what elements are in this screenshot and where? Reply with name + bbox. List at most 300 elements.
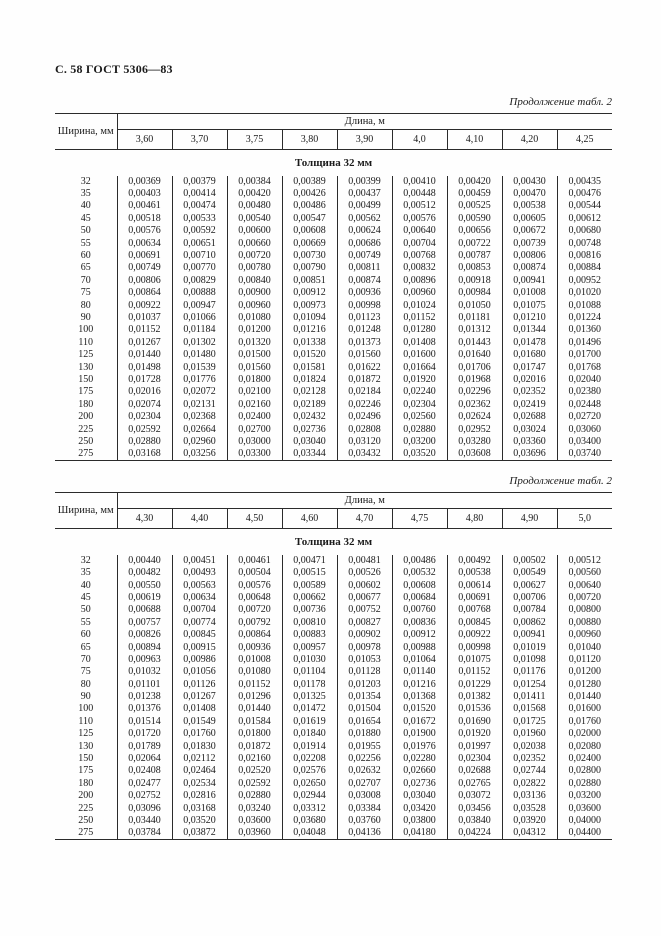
volume-value: 0,01088 bbox=[557, 299, 612, 311]
length-value-header: 4,25 bbox=[557, 130, 612, 150]
width-value: 250 bbox=[78, 435, 94, 447]
volume-value: 0,00461 bbox=[117, 200, 172, 212]
volume-value: 0,03696 bbox=[502, 448, 557, 461]
volume-value: 0,00988 bbox=[392, 641, 447, 653]
table-continuation-label-2: Продолжение табл. 2 bbox=[509, 475, 612, 488]
width-value: 130 bbox=[78, 361, 94, 373]
volume-value: 0,00576 bbox=[117, 225, 172, 237]
volume-value: 0,01408 bbox=[172, 703, 227, 715]
volume-value: 0,00640 bbox=[392, 225, 447, 237]
table-row bbox=[55, 592, 612, 604]
volume-value: 0,01968 bbox=[447, 374, 502, 386]
volume-value: 0,02128 bbox=[282, 386, 337, 398]
volume-value: 0,00984 bbox=[447, 287, 502, 299]
volume-value: 0,02304 bbox=[447, 753, 502, 765]
table-row bbox=[55, 250, 612, 262]
volume-value: 0,02688 bbox=[502, 411, 557, 423]
volume-value: 0,01152 bbox=[447, 666, 502, 678]
volume-value: 0,00590 bbox=[447, 213, 502, 225]
width-value: 35 bbox=[80, 188, 91, 200]
volume-table-2 bbox=[55, 492, 612, 840]
volume-value: 0,03400 bbox=[557, 436, 612, 448]
volume-value: 0,02808 bbox=[337, 423, 392, 435]
section-title-row bbox=[55, 529, 612, 555]
volume-value: 0,00836 bbox=[392, 617, 447, 629]
volume-value: 0,01032 bbox=[117, 666, 172, 678]
volume-value: 0,02160 bbox=[227, 399, 282, 411]
volume-value: 0,00518 bbox=[117, 213, 172, 225]
volume-value: 0,02576 bbox=[282, 765, 337, 777]
volume-value: 0,00440 bbox=[117, 555, 172, 567]
volume-value: 0,01302 bbox=[172, 337, 227, 349]
volume-value: 0,01200 bbox=[227, 324, 282, 336]
table-row bbox=[55, 740, 612, 752]
volume-value: 0,03000 bbox=[227, 436, 282, 448]
volume-value: 0,00840 bbox=[227, 275, 282, 287]
volume-value: 0,00486 bbox=[392, 555, 447, 567]
volume-value: 0,02624 bbox=[447, 411, 502, 423]
volume-value: 0,01690 bbox=[447, 716, 502, 728]
volume-value: 0,00492 bbox=[447, 555, 502, 567]
volume-value: 0,03600 bbox=[557, 802, 612, 814]
table-row bbox=[55, 299, 612, 311]
width-value: 150 bbox=[78, 373, 94, 385]
volume-value: 0,01210 bbox=[502, 312, 557, 324]
section-title: Толщина 32 мм bbox=[294, 535, 373, 548]
length-value-header: 4,70 bbox=[337, 509, 392, 529]
volume-value: 0,00608 bbox=[282, 225, 337, 237]
volume-value: 0,02688 bbox=[447, 765, 502, 777]
table-row bbox=[55, 361, 612, 373]
volume-value: 0,01411 bbox=[502, 691, 557, 703]
volume-value: 0,01229 bbox=[447, 679, 502, 691]
volume-value: 0,01280 bbox=[392, 324, 447, 336]
volume-value: 0,03168 bbox=[172, 802, 227, 814]
volume-value: 0,02477 bbox=[117, 778, 172, 790]
volume-value: 0,01030 bbox=[282, 654, 337, 666]
volume-value: 0,01075 bbox=[447, 654, 502, 666]
volume-value: 0,00810 bbox=[282, 617, 337, 629]
volume-value: 0,02880 bbox=[557, 778, 612, 790]
volume-value: 0,01581 bbox=[282, 361, 337, 373]
volume-value: 0,00998 bbox=[447, 641, 502, 653]
volume-value: 0,03960 bbox=[227, 827, 282, 840]
table-row bbox=[55, 225, 612, 237]
volume-value: 0,02752 bbox=[117, 790, 172, 802]
volume-value: 0,02040 bbox=[557, 374, 612, 386]
table-row bbox=[55, 691, 612, 703]
volume-value: 0,03344 bbox=[282, 448, 337, 461]
width-value: 150 bbox=[78, 753, 94, 765]
table-row bbox=[55, 790, 612, 802]
width-value: 200 bbox=[78, 411, 94, 423]
width-value: 35 bbox=[80, 567, 91, 579]
volume-value: 0,00550 bbox=[117, 579, 172, 591]
volume-value: 0,01354 bbox=[337, 691, 392, 703]
volume-value: 0,03520 bbox=[392, 448, 447, 461]
width-value: 90 bbox=[80, 311, 91, 323]
volume-value: 0,01498 bbox=[117, 361, 172, 373]
volume-value: 0,01248 bbox=[337, 324, 392, 336]
volume-value: 0,00525 bbox=[447, 200, 502, 212]
volume-value: 0,00978 bbox=[337, 641, 392, 653]
length-value-header: 5,0 bbox=[557, 509, 612, 529]
volume-value: 0,01768 bbox=[557, 361, 612, 373]
width-value: 180 bbox=[78, 398, 94, 410]
volume-value: 0,00602 bbox=[337, 579, 392, 591]
volume-value: 0,02592 bbox=[117, 423, 172, 435]
volume-value: 0,01368 bbox=[392, 691, 447, 703]
volume-value: 0,01008 bbox=[227, 654, 282, 666]
volume-value: 0,02352 bbox=[502, 386, 557, 398]
width-value: 100 bbox=[78, 703, 94, 715]
volume-value: 0,01120 bbox=[557, 654, 612, 666]
volume-value: 0,01064 bbox=[392, 654, 447, 666]
volume-value: 0,00410 bbox=[392, 176, 447, 188]
volume-value: 0,00883 bbox=[282, 629, 337, 641]
volume-value: 0,01020 bbox=[557, 287, 612, 299]
volume-value: 0,00605 bbox=[502, 213, 557, 225]
volume-value: 0,01880 bbox=[337, 728, 392, 740]
volume-value: 0,02112 bbox=[172, 753, 227, 765]
volume-value: 0,00512 bbox=[392, 200, 447, 212]
volume-value: 0,02246 bbox=[337, 399, 392, 411]
volume-value: 0,00651 bbox=[172, 237, 227, 249]
table-body-1 bbox=[55, 150, 612, 461]
header-row-top bbox=[55, 493, 612, 509]
volume-value: 0,02400 bbox=[227, 411, 282, 423]
volume-value: 0,00614 bbox=[447, 579, 502, 591]
volume-value: 0,02432 bbox=[282, 411, 337, 423]
volume-value: 0,02816 bbox=[172, 790, 227, 802]
volume-value: 0,01747 bbox=[502, 361, 557, 373]
volume-value: 0,01037 bbox=[117, 312, 172, 324]
volume-value: 0,01325 bbox=[282, 691, 337, 703]
width-column-header: Ширина, мм bbox=[55, 493, 117, 529]
length-value-header: 4,80 bbox=[447, 509, 502, 529]
table-row bbox=[55, 436, 612, 448]
volume-value: 0,00845 bbox=[172, 629, 227, 641]
volume-value: 0,03680 bbox=[282, 815, 337, 827]
volume-value: 0,02016 bbox=[502, 374, 557, 386]
volume-value: 0,04136 bbox=[337, 827, 392, 840]
volume-value: 0,00851 bbox=[282, 275, 337, 287]
volume-value: 0,04000 bbox=[557, 815, 612, 827]
volume-value: 0,00627 bbox=[502, 579, 557, 591]
volume-value: 0,00922 bbox=[117, 299, 172, 311]
table-row bbox=[55, 237, 612, 249]
volume-value: 0,00448 bbox=[392, 188, 447, 200]
volume-value: 0,00563 bbox=[172, 579, 227, 591]
volume-value: 0,03008 bbox=[337, 790, 392, 802]
volume-value: 0,00941 bbox=[502, 275, 557, 287]
volume-value: 0,02131 bbox=[172, 399, 227, 411]
volume-value: 0,01152 bbox=[117, 324, 172, 336]
volume-value: 0,02632 bbox=[337, 765, 392, 777]
width-value: 80 bbox=[80, 678, 91, 690]
length-value-header: 3,60 bbox=[117, 130, 172, 150]
volume-value: 0,02650 bbox=[282, 778, 337, 790]
volume-value: 0,03024 bbox=[502, 423, 557, 435]
width-value: 130 bbox=[78, 740, 94, 752]
volume-value: 0,01720 bbox=[117, 728, 172, 740]
volume-value: 0,00902 bbox=[337, 629, 392, 641]
volume-value: 0,00672 bbox=[502, 225, 557, 237]
volume-value: 0,00790 bbox=[282, 262, 337, 274]
width-value: 60 bbox=[80, 250, 91, 262]
volume-value: 0,03600 bbox=[227, 815, 282, 827]
width-value: 70 bbox=[80, 274, 91, 286]
volume-value: 0,01140 bbox=[392, 666, 447, 678]
volume-value: 0,04180 bbox=[392, 827, 447, 840]
volume-value: 0,03840 bbox=[447, 815, 502, 827]
volume-value: 0,02240 bbox=[392, 386, 447, 398]
volume-value: 0,00389 bbox=[282, 176, 337, 188]
volume-value: 0,01440 bbox=[227, 703, 282, 715]
volume-value: 0,00451 bbox=[172, 555, 227, 567]
volume-value: 0,00826 bbox=[117, 629, 172, 641]
volume-value: 0,00426 bbox=[282, 188, 337, 200]
volume-value: 0,03920 bbox=[502, 815, 557, 827]
table-row bbox=[55, 200, 612, 212]
volume-value: 0,03740 bbox=[557, 448, 612, 461]
width-value: 40 bbox=[80, 579, 91, 591]
volume-value: 0,01619 bbox=[282, 716, 337, 728]
volume-value: 0,00880 bbox=[557, 617, 612, 629]
length-value-header: 3,70 bbox=[172, 130, 227, 150]
volume-value: 0,00853 bbox=[447, 262, 502, 274]
volume-value: 0,01203 bbox=[337, 679, 392, 691]
volume-value: 0,00624 bbox=[337, 225, 392, 237]
volume-value: 0,00499 bbox=[337, 200, 392, 212]
volume-value: 0,01080 bbox=[227, 312, 282, 324]
width-value: 275 bbox=[78, 827, 94, 839]
volume-value: 0,01320 bbox=[227, 337, 282, 349]
volume-value: 0,00486 bbox=[282, 200, 337, 212]
volume-value: 0,00512 bbox=[557, 555, 612, 567]
volume-value: 0,02560 bbox=[392, 411, 447, 423]
volume-value: 0,00960 bbox=[557, 629, 612, 641]
table-row bbox=[55, 802, 612, 814]
table-row bbox=[55, 423, 612, 435]
volume-value: 0,01976 bbox=[392, 740, 447, 752]
volume-value: 0,00918 bbox=[447, 275, 502, 287]
volume-value: 0,02408 bbox=[117, 765, 172, 777]
volume-value: 0,01760 bbox=[557, 716, 612, 728]
volume-value: 0,02720 bbox=[557, 411, 612, 423]
volume-value: 0,00816 bbox=[557, 250, 612, 262]
volume-value: 0,01622 bbox=[337, 361, 392, 373]
length-value-header: 4,90 bbox=[502, 509, 557, 529]
table-row bbox=[55, 411, 612, 423]
volume-value: 0,01500 bbox=[227, 349, 282, 361]
volume-value: 0,00936 bbox=[227, 641, 282, 653]
volume-value: 0,01024 bbox=[392, 299, 447, 311]
width-value: 45 bbox=[80, 591, 91, 603]
volume-value: 0,01914 bbox=[282, 740, 337, 752]
volume-value: 0,00757 bbox=[117, 617, 172, 629]
volume-value: 0,02352 bbox=[502, 753, 557, 765]
volume-value: 0,01098 bbox=[502, 654, 557, 666]
volume-value: 0,00752 bbox=[337, 604, 392, 616]
volume-value: 0,00420 bbox=[447, 176, 502, 188]
volume-value: 0,03608 bbox=[447, 448, 502, 461]
volume-value: 0,00960 bbox=[392, 287, 447, 299]
volume-value: 0,01789 bbox=[117, 740, 172, 752]
width-value: 125 bbox=[78, 728, 94, 740]
volume-value: 0,02080 bbox=[557, 740, 612, 752]
table-row bbox=[55, 666, 612, 678]
volume-value: 0,01267 bbox=[117, 337, 172, 349]
volume-value: 0,00369 bbox=[117, 176, 172, 188]
volume-value: 0,02016 bbox=[117, 386, 172, 398]
volume-value: 0,00947 bbox=[172, 299, 227, 311]
volume-value: 0,01360 bbox=[557, 324, 612, 336]
volume-value: 0,00576 bbox=[227, 579, 282, 591]
table-row bbox=[55, 312, 612, 324]
volume-value: 0,00459 bbox=[447, 188, 502, 200]
volume-value: 0,00780 bbox=[227, 262, 282, 274]
volume-value: 0,02208 bbox=[282, 753, 337, 765]
width-value: 50 bbox=[80, 604, 91, 616]
volume-value: 0,01536 bbox=[447, 703, 502, 715]
volume-value: 0,00532 bbox=[392, 567, 447, 579]
volume-value: 0,00634 bbox=[172, 592, 227, 604]
volume-value: 0,00640 bbox=[557, 579, 612, 591]
volume-value: 0,02520 bbox=[227, 765, 282, 777]
volume-value: 0,03120 bbox=[337, 436, 392, 448]
table-continuation-label-1: Продолжение табл. 2 bbox=[509, 96, 612, 108]
volume-value: 0,01050 bbox=[447, 299, 502, 311]
volume-value: 0,03800 bbox=[392, 815, 447, 827]
volume-value: 0,01672 bbox=[392, 716, 447, 728]
volume-value: 0,01075 bbox=[502, 299, 557, 311]
volume-value: 0,01216 bbox=[392, 679, 447, 691]
volume-value: 0,00379 bbox=[172, 176, 227, 188]
volume-value: 0,01478 bbox=[502, 337, 557, 349]
volume-value: 0,03760 bbox=[337, 815, 392, 827]
volume-value: 0,00589 bbox=[282, 579, 337, 591]
width-value: 40 bbox=[80, 200, 91, 212]
volume-value: 0,01066 bbox=[172, 312, 227, 324]
table-row bbox=[55, 399, 612, 411]
volume-value: 0,02880 bbox=[392, 423, 447, 435]
width-value: 90 bbox=[80, 691, 91, 703]
volume-value: 0,04048 bbox=[282, 827, 337, 840]
volume-value: 0,00748 bbox=[557, 237, 612, 249]
volume-value: 0,01584 bbox=[227, 716, 282, 728]
volume-value: 0,01094 bbox=[282, 312, 337, 324]
width-value: 65 bbox=[80, 641, 91, 653]
volume-value: 0,00612 bbox=[557, 213, 612, 225]
volume-value: 0,00896 bbox=[392, 275, 447, 287]
volume-value: 0,02496 bbox=[337, 411, 392, 423]
volume-value: 0,00538 bbox=[502, 200, 557, 212]
volume-value: 0,01600 bbox=[392, 349, 447, 361]
volume-value: 0,01496 bbox=[557, 337, 612, 349]
volume-value: 0,00894 bbox=[117, 641, 172, 653]
table-row bbox=[55, 555, 612, 567]
volume-value: 0,00806 bbox=[502, 250, 557, 262]
volume-value: 0,03240 bbox=[227, 802, 282, 814]
volume-value: 0,02736 bbox=[392, 778, 447, 790]
volume-value: 0,03200 bbox=[557, 790, 612, 802]
width-value: 110 bbox=[78, 336, 94, 348]
volume-value: 0,03312 bbox=[282, 802, 337, 814]
volume-value: 0,00900 bbox=[227, 287, 282, 299]
width-value: 200 bbox=[78, 790, 94, 802]
volume-value: 0,00480 bbox=[227, 200, 282, 212]
volume-value: 0,03420 bbox=[392, 802, 447, 814]
volume-value: 0,01128 bbox=[337, 666, 392, 678]
volume-value: 0,00784 bbox=[502, 604, 557, 616]
volume-value: 0,00936 bbox=[337, 287, 392, 299]
volume-value: 0,00481 bbox=[337, 555, 392, 567]
volume-value: 0,03872 bbox=[172, 827, 227, 840]
volume-value: 0,02419 bbox=[502, 399, 557, 411]
length-value-header: 4,75 bbox=[392, 509, 447, 529]
volume-value: 0,00760 bbox=[392, 604, 447, 616]
volume-value: 0,00544 bbox=[557, 200, 612, 212]
page-title: С. 58 ГОСТ 5306—83 bbox=[55, 62, 173, 76]
volume-value: 0,00957 bbox=[282, 641, 337, 653]
volume-value: 0,03456 bbox=[447, 802, 502, 814]
volume-value: 0,00800 bbox=[557, 604, 612, 616]
volume-value: 0,03520 bbox=[172, 815, 227, 827]
width-value: 45 bbox=[80, 212, 91, 224]
width-value: 275 bbox=[78, 448, 94, 460]
volume-value: 0,00829 bbox=[172, 275, 227, 287]
volume-value: 0,02000 bbox=[557, 728, 612, 740]
table-row bbox=[55, 827, 612, 840]
length-value-header: 4,50 bbox=[227, 509, 282, 529]
table-row bbox=[55, 604, 612, 616]
length-value-header: 4,30 bbox=[117, 509, 172, 529]
volume-value: 0,01056 bbox=[172, 666, 227, 678]
table-body-2 bbox=[55, 529, 612, 840]
volume-value: 0,03096 bbox=[117, 802, 172, 814]
volume-value: 0,00704 bbox=[172, 604, 227, 616]
volume-table-1 bbox=[55, 113, 612, 461]
width-value: 175 bbox=[78, 386, 94, 398]
volume-value: 0,00722 bbox=[447, 237, 502, 249]
width-value: 32 bbox=[80, 554, 91, 566]
volume-value: 0,00526 bbox=[337, 567, 392, 579]
volume-value: 0,00648 bbox=[227, 592, 282, 604]
volume-value: 0,00998 bbox=[337, 299, 392, 311]
volume-value: 0,00549 bbox=[502, 567, 557, 579]
volume-value: 0,00874 bbox=[337, 275, 392, 287]
volume-value: 0,01312 bbox=[447, 324, 502, 336]
table-row bbox=[55, 679, 612, 691]
volume-value: 0,04224 bbox=[447, 827, 502, 840]
volume-value: 0,00592 bbox=[172, 225, 227, 237]
volume-value: 0,00912 bbox=[392, 629, 447, 641]
volume-value: 0,02400 bbox=[557, 753, 612, 765]
volume-value: 0,03136 bbox=[502, 790, 557, 802]
volume-value: 0,02707 bbox=[337, 778, 392, 790]
width-value: 65 bbox=[80, 262, 91, 274]
volume-value: 0,01280 bbox=[557, 679, 612, 691]
width-value: 75 bbox=[80, 666, 91, 678]
volume-value: 0,01019 bbox=[502, 641, 557, 653]
volume-value: 0,00768 bbox=[392, 250, 447, 262]
volume-value: 0,01176 bbox=[502, 666, 557, 678]
volume-value: 0,00600 bbox=[227, 225, 282, 237]
volume-value: 0,01830 bbox=[172, 740, 227, 752]
volume-value: 0,00476 bbox=[557, 188, 612, 200]
volume-value: 0,01840 bbox=[282, 728, 337, 740]
